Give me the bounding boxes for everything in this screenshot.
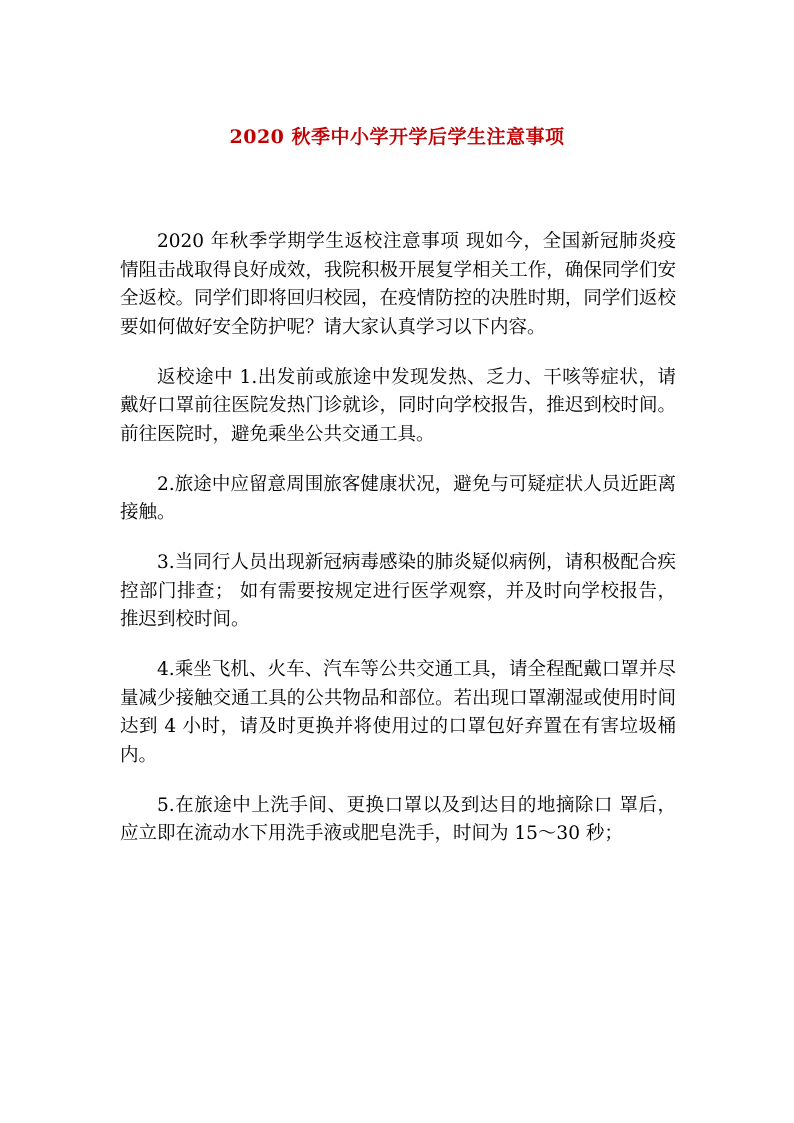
paragraph-item-4: 4.乘坐飞机、火车、汽车等公共交通工具，请全程配戴口罩并尽量减少接触交通工具的公共物品和部位。若出现口罩潮湿或使用时间达到 4 小时，请及时更换并将使用过的口罩包好弃置在有害垃圾桶内。 (120, 659, 676, 767)
paragraph-item-5: 5.在旅途中上洗手间、更换口罩以及到达目的地摘除口 罩后，应立即在流动水下用洗手液或肥皂洗手，时间为 15～30 秒； (120, 794, 676, 845)
document-title: 2020 秋季中小学开学后学生注意事项 (229, 126, 565, 148)
paragraph-item-3: 3.当同行人员出现新冠病毒感染的肺炎疑似病例，请积极配合疾控部门排查； 如有需要按规定进行医学观察，并及时向学校报告，推迟到校时间。 (120, 552, 676, 631)
document-body (120, 228, 676, 849)
paragraph-item-1: 返校途中 1.出发前或旅途中发现发热、乏力、干咳等症状，请戴好口罩前往医院发热门诊就诊，同时向学校报告，推迟到校时间。前往医院时，避免乘坐公共交通工具。 (120, 366, 676, 446)
paragraph-intro: 2020 年秋季学期学生返校注意事项 现如今，全国新冠肺炎疫情阻击战取得良好成效，我院积极开展复学相关工作，确保同学们安全返校。同学们即将回归校园，在疫情防控的决胜时期，同学们返校要如何做好安全防护呢？请大家认真学习以下内容。 (120, 231, 676, 339)
paragraph-item-2: 2.旅途中应留意周围旅客健康状况，避免与可疑症状人员近距离接触。 (120, 473, 676, 524)
